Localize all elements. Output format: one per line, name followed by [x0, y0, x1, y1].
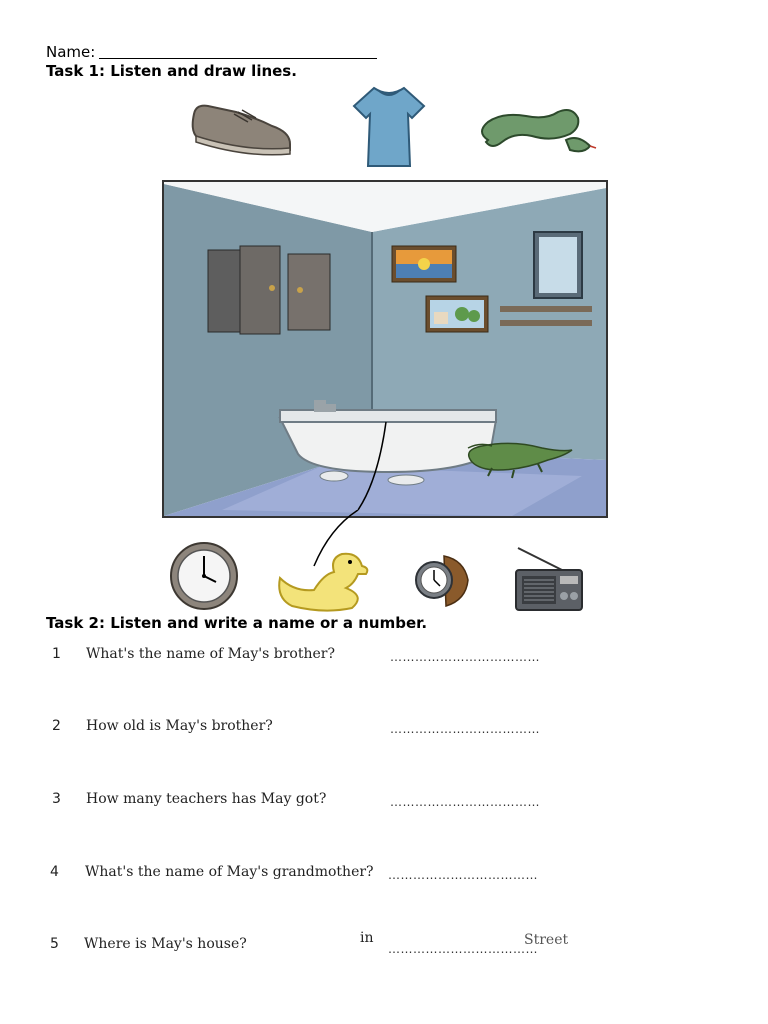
question-text: Where is May's house?	[84, 936, 247, 952]
answer-line[interactable]: ………………………………	[390, 650, 540, 664]
watch-icon	[414, 550, 472, 612]
answer-prefix: in	[360, 930, 374, 946]
tshirt-icon	[350, 84, 428, 170]
question-number: 2	[52, 718, 61, 734]
question-number: 5	[50, 936, 59, 952]
question-number: 4	[50, 864, 59, 880]
answer-line[interactable]: ………………………………	[390, 722, 540, 736]
question-number: 1	[52, 646, 61, 662]
answer-line[interactable]: ………………………………	[388, 942, 538, 956]
question-text: How old is May's brother?	[86, 718, 273, 734]
mirror-icon	[534, 232, 582, 298]
answer-line[interactable]: ………………………………	[390, 795, 540, 809]
radio-icon	[512, 544, 584, 612]
cupboard-icon	[208, 246, 330, 334]
name-field[interactable]	[46, 43, 377, 61]
answer-line[interactable]: ………………………………	[388, 868, 538, 882]
question-text: What's the name of May's brother?	[86, 646, 335, 662]
question-text: How many teachers has May got?	[86, 791, 327, 807]
question-number: 3	[52, 791, 61, 807]
shoe-icon	[186, 92, 296, 160]
task1-heading: Task 1: Listen and draw lines.	[46, 62, 297, 80]
sunset-picture-icon	[392, 246, 456, 282]
name-blank-line[interactable]	[99, 44, 377, 59]
snake-icon	[474, 104, 598, 158]
task2-heading: Task 2: Listen and write a name or a number.	[46, 614, 428, 632]
question-text: What's the name of May's grandmother?	[85, 864, 374, 880]
name-label: Name:	[46, 43, 96, 61]
room-illustration	[162, 180, 608, 518]
duck-icon	[274, 548, 370, 614]
clock-icon	[168, 540, 240, 612]
answer-suffix: Street	[524, 932, 569, 948]
house-picture-icon	[426, 296, 488, 332]
